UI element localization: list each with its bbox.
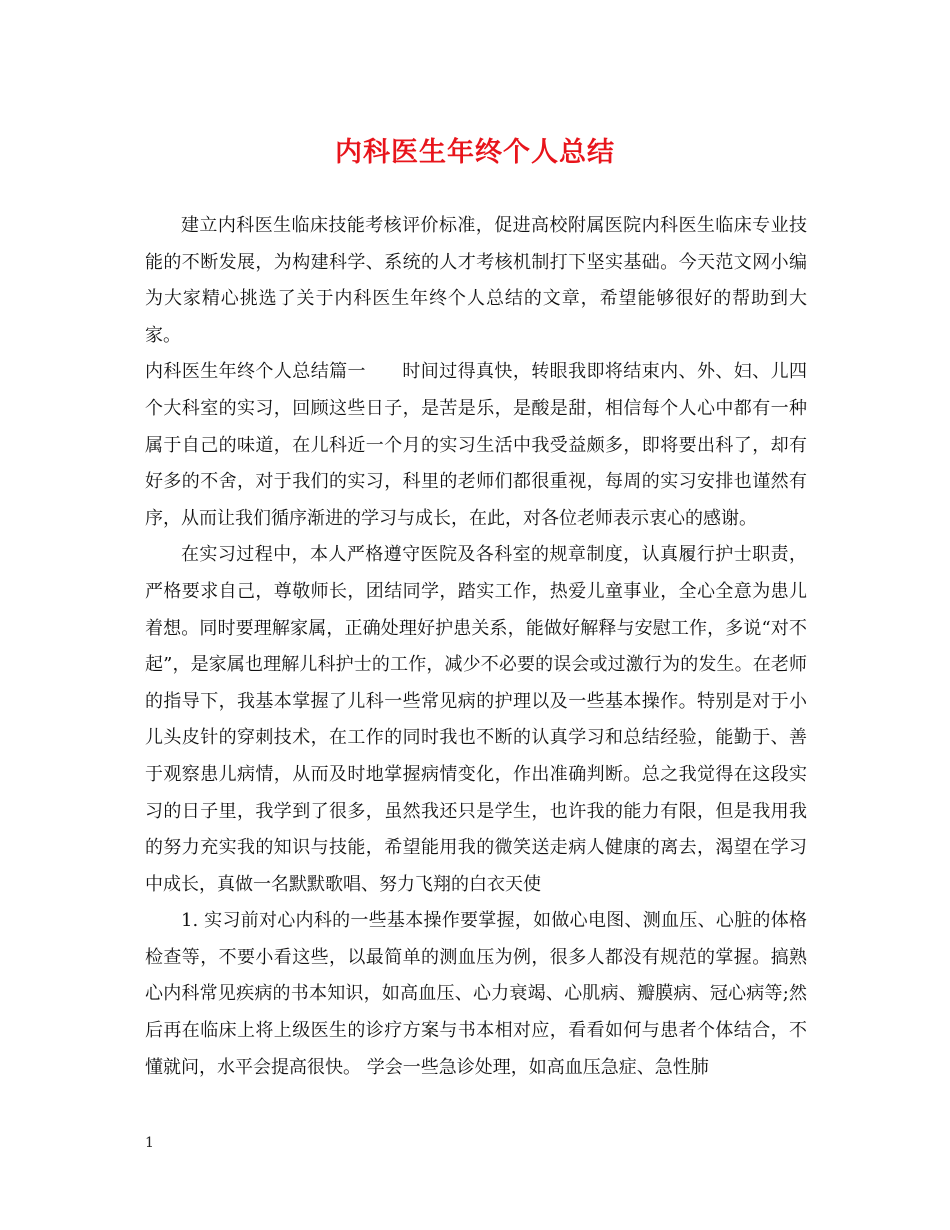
document-body xyxy=(145,208,807,1086)
intro-paragraph: 建立内科医生临床技能考核评价标准，促进高校附属医院内科医生临床专业技能的不断发展，为构建科学、系统的人才考核机制打下坚实基础。今天范文网小编为大家精心挑选了关于内科医生年终个人总结的文章，希望能够很好的帮助到大家。 xyxy=(145,215,807,346)
document-title: 内科医生年终个人总结 xyxy=(335,137,615,168)
section-paragraph xyxy=(145,354,807,537)
body-paragraph-2: 在实习过程中，本人严格遵守医院及各科室的规章制度，认真履行护士职责，严格要求自己，尊敬师长，团结同学，踏实工作，热爱儿童事业，全心全意为患儿着想。同时要理解家属，正确处理好护患关系，能做好解释与安慰工作，多说“对不起”，是家属也理解儿科护士的工作，减少不必要的误会或过激行为的发生。在老师的指导下，我基本掌握了儿科一些常见病的护理以及一些基本操作。特别是对于小儿头皮针的穿刺技术，在工作的同时我也不断的认真学习和总结经验，能勤于、善于观察患儿病情，从而及时地掌握病情变化，作出准确判断。总之我觉得在这段实习的日子里，我学到了很多，虽然我还只是学生，也许我的能力有限，但是我用我的努力充实我的知识与技能，希望能用我的微笑送走病人健康的离去，渴望在学习中成长，真做一名默默歌唱、努力飞翔的白衣天使 xyxy=(145,544,807,895)
section-first-paragraph: 时间过得真快，转眼我即将结束内、外、妇、儿四个大科室的实习，回顾这些日子，是苦是乐，是酸是甜，相信每个人心中都有一种属于自己的味道，在儿科近一个月的实习生活中我受益颇多，即将要出科了，却有好多的不舍，对于我们的实习，科里的老师们都很重视，每周的实习安排也谨然有序，从而让我们循序渐进的学习与成长，在此，对各位老师表示衷心的感谢。 xyxy=(145,361,808,529)
section-heading: 内科医生年终个人总结篇一 xyxy=(145,361,366,383)
body-paragraph-3: 1. 实习前对心内科的一些基本操作要掌握，如做心电图、测血压、心脏的体格检查等，不要小看这些，以最简单的测血压为例，很多人都没有规范的掌握。搞熟心内科常见疾病的书本知识，如高血压、心力衰竭、心肌病、瓣膜病、冠心病等;然后再在临床上将上级医生的诊疗方案与书本相对应，看看如何与患者个体结合，不懂就问，水平会提高很快。 学会一些急诊处理，如高血压急症、急性肺 xyxy=(145,910,807,1078)
page-number: 1 xyxy=(145,1135,154,1151)
